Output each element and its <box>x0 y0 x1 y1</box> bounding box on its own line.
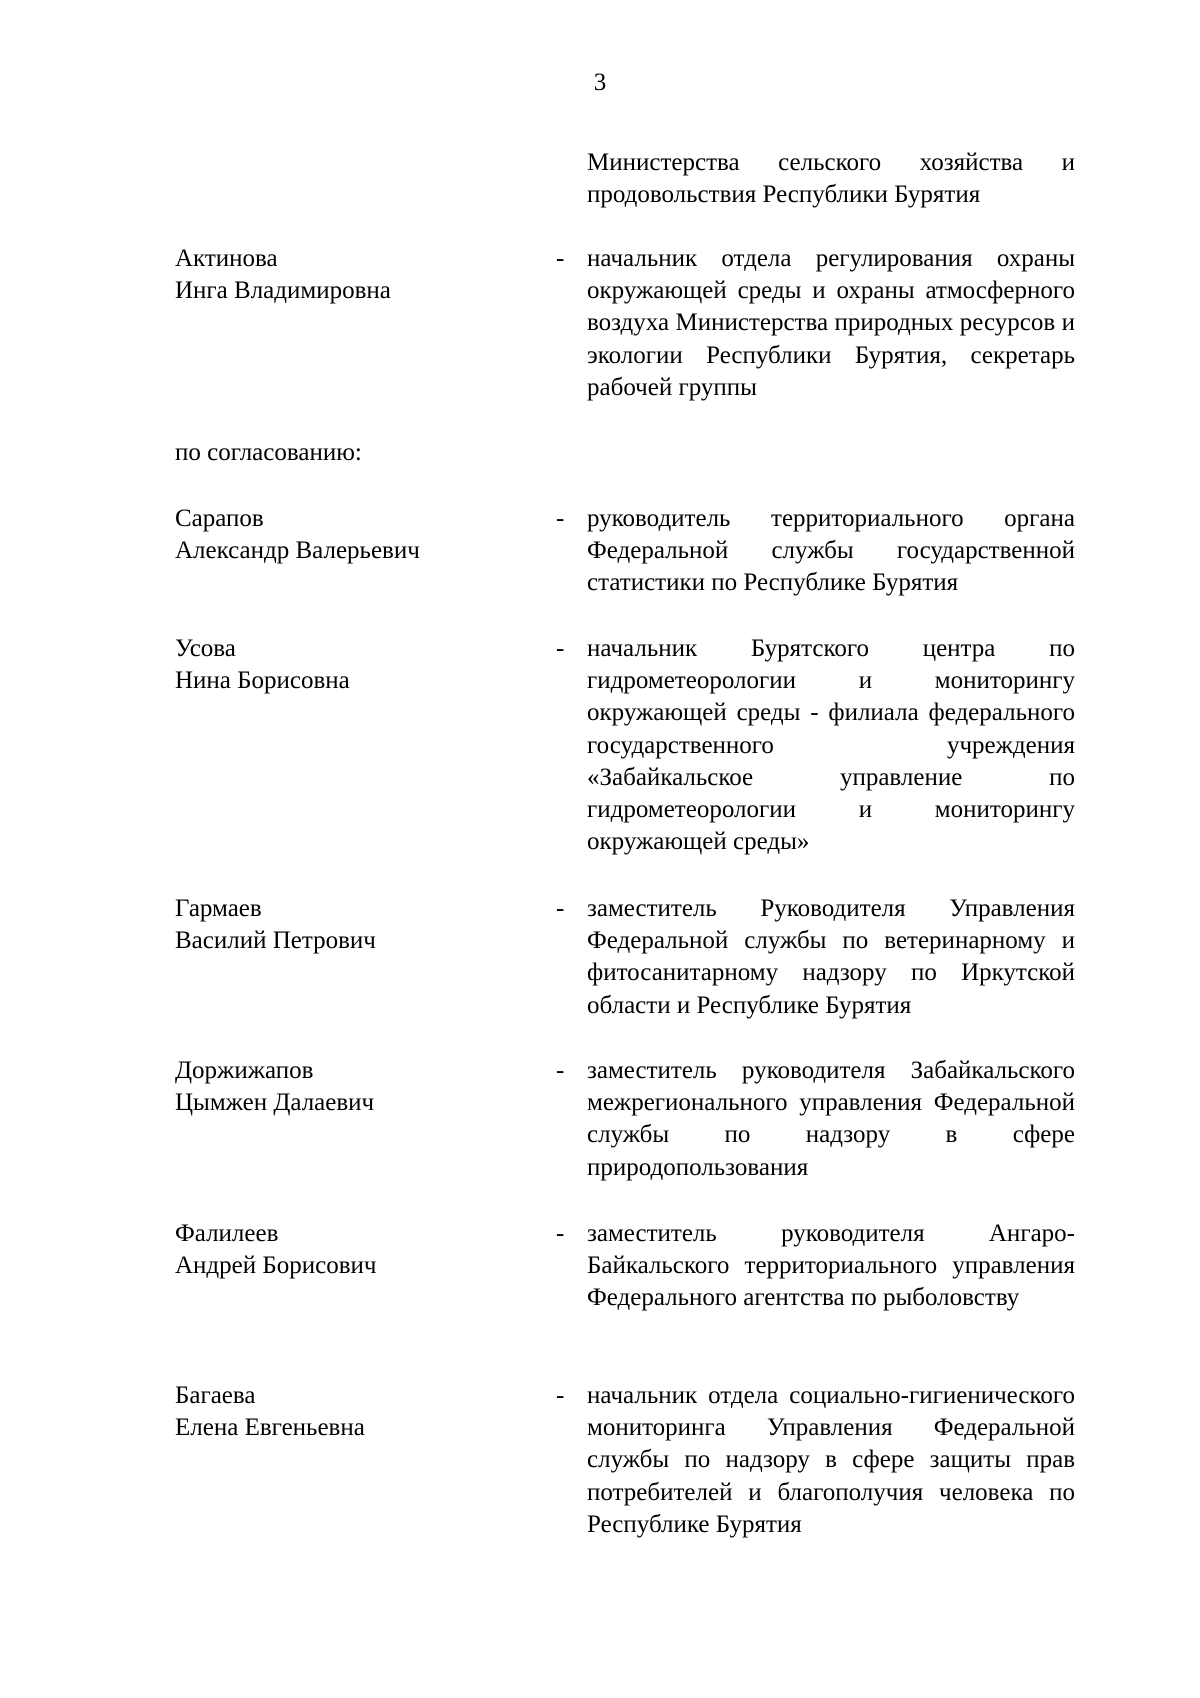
member-position: руководитель территориального органа Федеральной службы государственной статистики по Республике Бурятия <box>587 505 1075 597</box>
continuation-text: Министерства сельского хозяйства и продовольствия Республики Бурятия <box>587 149 1075 209</box>
member-position: заместитель руководителя Забайкальского межрегионального управления Федеральной службы по надзору в сфере природопользования <box>587 1057 1075 1181</box>
member-name: Фалилеев Андрей Борисович <box>175 1220 377 1279</box>
member-position: заместитель руководителя Ангаро-Байкальского территориального управления Федерального агентства по рыболовству <box>587 1220 1075 1312</box>
member-dash: - <box>556 1057 565 1084</box>
member-position: начальник отдела регулирования охраны окружающей среды и охраны атмосферного воздуха Министерства природных ресурсов и экологии Республики Бурятия, секретарь рабочей группы <box>587 245 1075 401</box>
member-name: Актинова Инга Владимировна <box>175 245 391 304</box>
member-dash: - <box>556 245 565 272</box>
page-number: 3 <box>593 69 607 96</box>
member-position: начальник Бурятского центра по гидрометеорологии и мониторингу окружающей среды - филиала федерального государственного учреждения «Забайкальское управление по гидрометеорологии и мониторингу окружающей среды» <box>587 635 1075 856</box>
member-name: Сарапов Александр Валерьевич <box>175 505 420 564</box>
member-dash: - <box>556 505 565 532</box>
member-name: Доржижапов Цымжен Далаевич <box>175 1057 375 1116</box>
member-dash: - <box>556 1220 565 1247</box>
member-position: начальник отдела социально-гигиенического мониторинга Управления Федеральной службы по надзору в сфере защиты прав потребителей и благополучия человека по Республике Бурятия <box>587 1382 1075 1538</box>
member-position: заместитель Руководителя Управления Федеральной службы по ветеринарному и фитосанитарному надзору по Иркутской области и Республике Бурятия <box>587 895 1075 1019</box>
member-name: Усова Нина Борисовна <box>175 635 350 694</box>
member-name: Багаева Елена Евгеньевна <box>175 1382 365 1441</box>
section-label-agreement: по согласованию: <box>175 439 362 466</box>
member-dash: - <box>556 635 565 662</box>
member-dash: - <box>556 895 565 922</box>
member-dash: - <box>556 1382 565 1409</box>
member-name: Гармаев Василий Петрович <box>175 895 376 954</box>
